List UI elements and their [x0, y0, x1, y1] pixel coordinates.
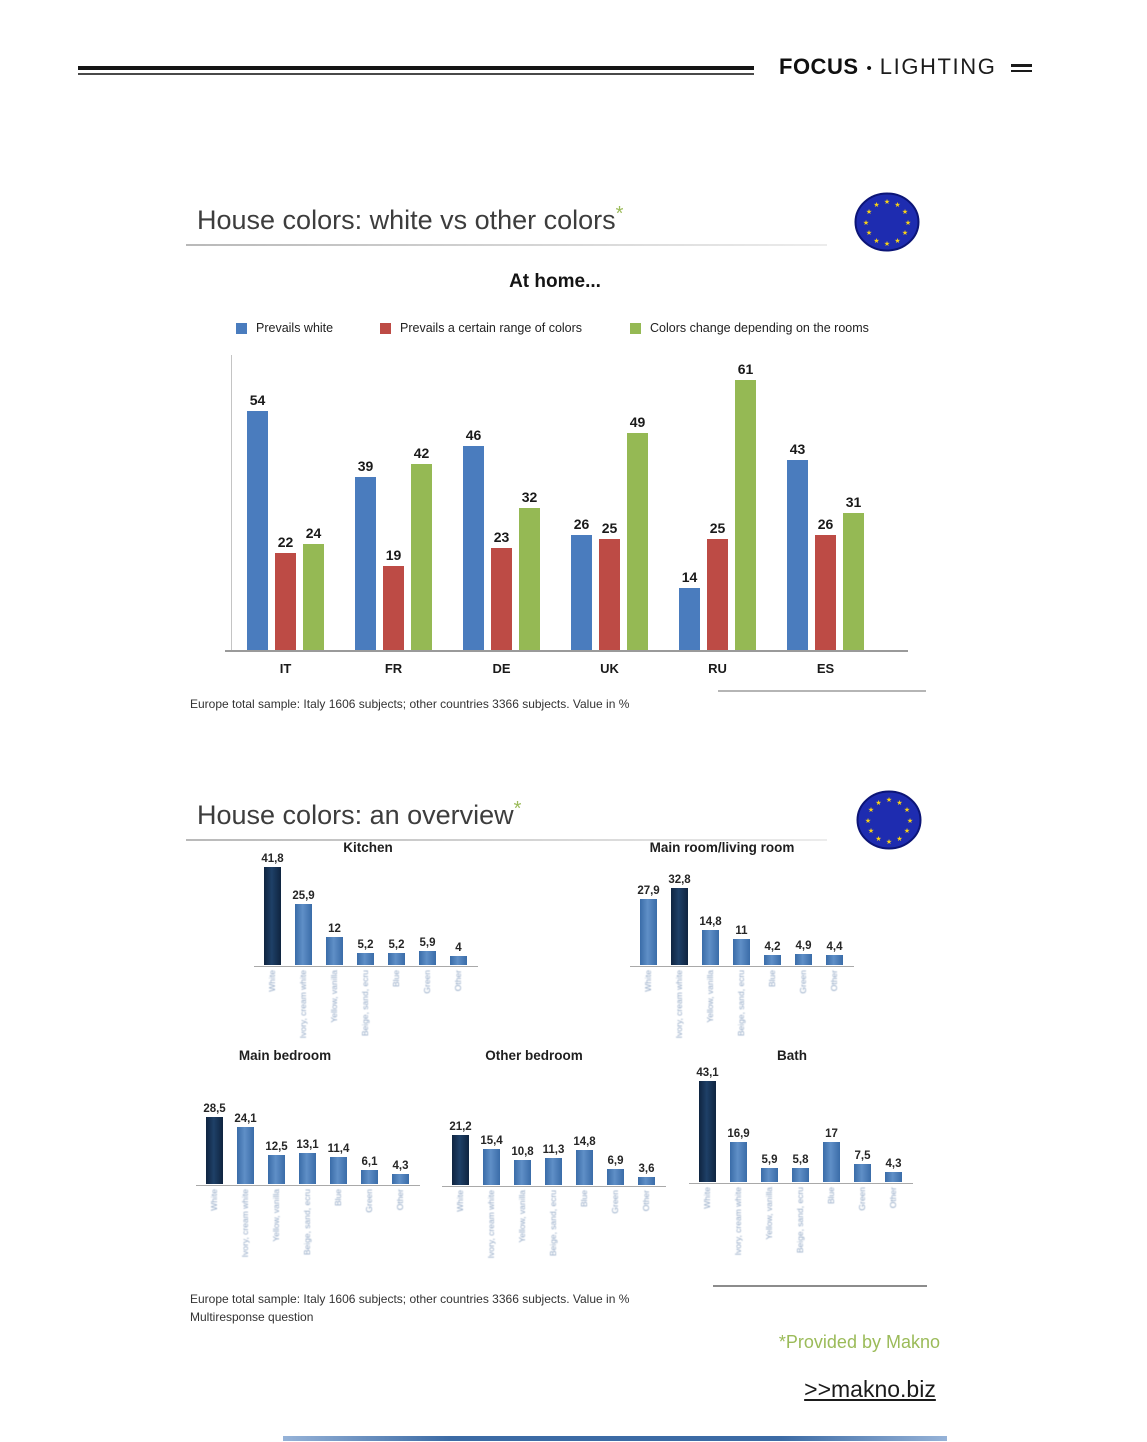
- chart1-y-axis: [231, 355, 232, 650]
- category-label: Other: [641, 1190, 651, 1212]
- bar-value-label: 43: [789, 440, 806, 457]
- category-label: Green: [364, 1189, 374, 1213]
- category-label: Blue: [391, 970, 401, 988]
- category-label: RU: [708, 661, 727, 676]
- chart1-group-fr: [355, 350, 432, 676]
- bar: [638, 1177, 655, 1185]
- bar-value-label: 11,3: [542, 1144, 565, 1157]
- bar: [388, 953, 405, 965]
- category-label: UK: [600, 661, 619, 676]
- bar-value-label: 39: [357, 458, 374, 475]
- bar-column: [511, 1145, 534, 1185]
- chart1-group-es: [787, 350, 864, 676]
- bar-column: [607, 1155, 624, 1185]
- bar-column: [383, 547, 404, 650]
- category-label: Other: [395, 1189, 405, 1211]
- brand-light: LIGHTING: [879, 54, 997, 79]
- bar: [702, 930, 719, 965]
- chart1-bars: [571, 350, 648, 650]
- category-label: Ivory, cream white: [674, 970, 684, 1039]
- category-label: Ivory, cream white: [733, 1187, 743, 1256]
- bar-column: [326, 923, 343, 965]
- category-label: Blue: [333, 1189, 343, 1207]
- bar: [463, 446, 484, 650]
- bar-value-label: 31: [845, 493, 862, 510]
- brand-bold: FOCUS: [779, 54, 859, 79]
- mini-chart-bath: [696, 1052, 902, 1182]
- legend-swatch-blue: [236, 323, 247, 334]
- bar-column: [480, 1134, 503, 1185]
- mini-axis-labels: [640, 970, 843, 1038]
- bar: [571, 535, 592, 650]
- makno-link[interactable]: >>makno.biz: [804, 1376, 936, 1402]
- category-label: Yellow, vanilla: [329, 970, 339, 1023]
- bar: [795, 954, 812, 966]
- bar-value-label: 14,8: [699, 916, 722, 929]
- bar: [854, 1164, 871, 1182]
- bar-column: [792, 1154, 809, 1182]
- chart1-bars: [787, 350, 864, 650]
- svg-text:★: ★: [867, 827, 875, 835]
- bar-value-label: 25,9: [292, 890, 315, 903]
- bar-column: [699, 916, 722, 965]
- svg-text:★: ★: [885, 796, 893, 804]
- svg-text:★: ★: [903, 806, 911, 814]
- bar-column: [733, 925, 750, 965]
- bar: [787, 460, 808, 650]
- category-label: Blue: [826, 1187, 836, 1205]
- mini-axis-labels: [264, 970, 467, 1038]
- category-label: Beige, sand, ecru: [360, 970, 370, 1037]
- divider-line: [718, 690, 926, 692]
- bar-column: [361, 1156, 378, 1184]
- bar-value-label: 3,6: [638, 1162, 655, 1175]
- brand-separator-dot: •: [866, 59, 872, 77]
- mini-baseline: [689, 1183, 913, 1184]
- legend-swatch-red: [380, 323, 391, 334]
- bar-column: [355, 458, 376, 650]
- bar-column: [261, 852, 284, 965]
- bar-value-label: 14: [681, 568, 698, 585]
- svg-text:★: ★: [883, 198, 891, 206]
- bar-value-label: 25: [709, 520, 726, 537]
- mini-title-kitchen: Kitchen: [343, 840, 393, 855]
- legend-swatch-green: [630, 323, 641, 334]
- bar: [519, 508, 540, 650]
- bar: [733, 939, 750, 965]
- bar-column: [247, 392, 268, 650]
- category-label: White: [643, 970, 653, 992]
- bar-value-label: 21,2: [449, 1121, 472, 1134]
- bar-value-label: 43,1: [696, 1066, 719, 1079]
- svg-text:★: ★: [873, 201, 880, 209]
- category-label: Ivory, cream white: [240, 1189, 250, 1258]
- eu-flag-icon: [854, 192, 920, 252]
- bar-value-label: 4: [455, 941, 462, 954]
- svg-text:★: ★: [896, 799, 903, 807]
- bar-value-label: 54: [249, 391, 266, 408]
- bar-column: [696, 1066, 719, 1182]
- category-label: White: [702, 1187, 712, 1209]
- bar-value-label: 4,3: [392, 1159, 409, 1172]
- bar: [264, 867, 281, 965]
- bar: [355, 477, 376, 650]
- bar-value-label: 4,4: [826, 940, 843, 953]
- bar: [823, 1142, 840, 1182]
- slide2-footnote-line2: Multiresponse question: [190, 1310, 314, 1324]
- category-label: Green: [798, 970, 808, 994]
- chart1-x-axis: [225, 650, 908, 652]
- bar: [450, 956, 467, 965]
- bar-value-label: 5,8: [792, 1154, 809, 1167]
- svg-text:★: ★: [873, 237, 880, 245]
- mini-chart-other-bedroom: [449, 1055, 655, 1185]
- bar-value-label: 5,2: [357, 938, 374, 951]
- bar-column: [795, 940, 812, 966]
- makno-link-wrap: [720, 1376, 1020, 1403]
- bar-column: [411, 445, 432, 650]
- bar: [885, 1172, 902, 1182]
- slide1-asterisk: *: [615, 203, 624, 225]
- mini-chart-main-room: [637, 835, 843, 965]
- bar: [792, 1168, 809, 1182]
- bar-column: [463, 427, 484, 650]
- mini-title-bath: Bath: [777, 1048, 807, 1063]
- category-label: Beige, sand, ecru: [548, 1190, 558, 1257]
- mini-baseline: [442, 1186, 666, 1187]
- bar-column: [449, 1121, 472, 1185]
- svg-text:★: ★: [885, 838, 893, 846]
- category-label: Green: [610, 1190, 620, 1214]
- mini-chart-kitchen: [261, 835, 467, 965]
- bar-column: [638, 1163, 655, 1185]
- category-label: DE: [492, 661, 511, 676]
- bar: [275, 553, 296, 650]
- category-label: Beige, sand, ecru: [302, 1189, 312, 1256]
- bar-column: [292, 890, 315, 965]
- svg-text:★: ★: [894, 201, 901, 209]
- bar-column: [735, 361, 756, 650]
- bar: [452, 1135, 469, 1185]
- bar-value-label: 32,8: [668, 873, 691, 886]
- bar-value-label: 7,5: [854, 1150, 871, 1163]
- chart1-bars: [463, 350, 540, 650]
- svg-text:★: ★: [906, 817, 914, 825]
- bar-value-label: 19: [385, 546, 402, 563]
- bar-value-label: 5,2: [388, 938, 405, 951]
- bar-value-label: 23: [493, 529, 510, 546]
- category-label: Ivory, cream white: [298, 970, 308, 1039]
- chart1-bars: [355, 350, 432, 650]
- category-label: Beige, sand, ecru: [795, 1187, 805, 1254]
- bar-value-label: 17: [825, 1128, 838, 1141]
- bar-value-label: 10,8: [511, 1145, 534, 1158]
- svg-text:★: ★: [865, 229, 873, 237]
- mini-axis-labels: [206, 1189, 409, 1257]
- bar: [411, 464, 432, 650]
- mini-baseline: [254, 966, 478, 967]
- bar-value-label: 4,2: [764, 941, 781, 954]
- category-label: White: [209, 1189, 219, 1211]
- bar: [326, 937, 343, 965]
- slide2-asterisk: *: [513, 798, 522, 820]
- bar: [361, 1170, 378, 1184]
- bar-value-label: 6,1: [361, 1155, 378, 1168]
- category-label: FR: [384, 661, 403, 676]
- category-label: Other: [453, 970, 463, 992]
- bar-column: [491, 529, 512, 650]
- category-label: Yellow, vanilla: [764, 1187, 774, 1240]
- chart1-bars: [679, 350, 756, 650]
- bar-column: [843, 494, 864, 650]
- bar: [392, 1174, 409, 1184]
- svg-text:★: ★: [883, 240, 891, 248]
- bar-column: [303, 525, 324, 650]
- bar-column: [727, 1128, 750, 1182]
- slide2-footnote-line1: Europe total sample: Italy 1606 subjects; other countries 3366 subjects. Value in %: [190, 1292, 630, 1306]
- bar-value-label: 28,5: [203, 1103, 226, 1116]
- provided-by-credit: *Provided by Makno: [778, 1332, 940, 1352]
- legend-item-prevails-white: [236, 321, 333, 335]
- divider-line: [713, 1285, 927, 1287]
- bar: [383, 566, 404, 650]
- chart1-group-de: [463, 350, 540, 676]
- bar-column: [823, 1128, 840, 1182]
- category-label: Blue: [767, 970, 777, 988]
- svg-text:★: ★: [867, 806, 875, 814]
- brand-logo: [779, 54, 996, 80]
- bar: [599, 539, 620, 650]
- bar-column: [627, 414, 648, 650]
- bar-column: [450, 942, 467, 965]
- bar-value-label: 24,1: [234, 1113, 257, 1126]
- mini-baseline: [630, 966, 854, 967]
- category-label: Green: [857, 1187, 867, 1211]
- category-label: IT: [279, 661, 292, 676]
- bar: [679, 588, 700, 650]
- bar-value-label: 61: [737, 360, 754, 377]
- svg-text:★: ★: [875, 799, 882, 807]
- bar: [419, 951, 436, 965]
- bar-column: [707, 520, 728, 650]
- bar-value-label: 13,1: [296, 1139, 319, 1152]
- chart1-group-uk: [571, 350, 648, 676]
- eu-flag-icon: [856, 790, 922, 850]
- bar: [295, 904, 312, 965]
- bar: [826, 955, 843, 965]
- slide2-title-text: House colors: an overview: [197, 800, 514, 830]
- bar-value-label: 24: [305, 524, 322, 541]
- bar: [735, 380, 756, 650]
- svg-text:★: ★: [901, 208, 909, 216]
- bar-column: [357, 939, 374, 965]
- mini-axis-labels: [699, 1187, 902, 1255]
- chart1-title: At home...: [509, 271, 601, 292]
- bar-value-label: 27,9: [637, 885, 660, 898]
- svg-text:★: ★: [901, 229, 909, 237]
- bar: [761, 1168, 778, 1182]
- mini-title-main-room: Main room/living room: [649, 840, 795, 855]
- slide1-title: [197, 203, 623, 236]
- legend-item-colors-change: [630, 321, 869, 335]
- bar: [491, 548, 512, 650]
- bar-column: [542, 1144, 565, 1185]
- bar-column: [637, 885, 660, 965]
- category-label: Yellow, vanilla: [271, 1189, 281, 1242]
- bar: [247, 411, 268, 650]
- svg-text:★: ★: [894, 237, 901, 245]
- category-label: Green: [422, 970, 432, 994]
- bar-value-label: 26: [573, 515, 590, 532]
- category-label: Beige, sand, ecru: [736, 970, 746, 1037]
- bar-value-label: 11: [735, 925, 748, 938]
- svg-text:★: ★: [904, 219, 912, 227]
- bar-column: [787, 441, 808, 650]
- slide1-title-text: House colors: white vs other colors: [197, 205, 616, 235]
- bar: [545, 1158, 562, 1185]
- bar-column: [573, 1136, 596, 1185]
- category-label: ES: [816, 661, 835, 676]
- category-label: Yellow, vanilla: [705, 970, 715, 1023]
- bar-value-label: 42: [413, 444, 430, 461]
- category-label: White: [267, 970, 277, 992]
- bar-column: [571, 516, 592, 650]
- bar-value-label: 22: [277, 533, 294, 550]
- bar: [707, 539, 728, 650]
- bar-column: [599, 520, 620, 650]
- bar: [299, 1153, 316, 1184]
- grouped-bar-chart: [247, 350, 864, 676]
- category-label: Blue: [579, 1190, 589, 1208]
- bar: [303, 544, 324, 650]
- bar-value-label: 12: [328, 922, 341, 935]
- bar: [576, 1150, 593, 1185]
- slide1-title-rule: [186, 244, 827, 246]
- bar-column: [392, 1160, 409, 1184]
- mini-title-main-bedroom: Main bedroom: [238, 1048, 332, 1063]
- bar-column: [327, 1143, 350, 1184]
- bar: [815, 535, 836, 650]
- svg-text:★: ★: [865, 208, 873, 216]
- category-label: Other: [829, 970, 839, 992]
- bar-value-label: 4,9: [795, 939, 812, 952]
- bar-column: [296, 1139, 319, 1184]
- category-label: Other: [888, 1187, 898, 1209]
- bar: [206, 1117, 223, 1184]
- bar-column: [234, 1113, 257, 1184]
- bar: [483, 1149, 500, 1185]
- mini-baseline: [196, 1185, 420, 1186]
- slide1-footnote: Europe total sample: Italy 1606 subjects; other countries 3366 subjects. Value in %: [190, 697, 630, 711]
- bar-value-label: 15,4: [480, 1134, 503, 1147]
- bar-value-label: 5,9: [419, 937, 436, 950]
- bar-column: [679, 569, 700, 650]
- category-label: Yellow, vanilla: [517, 1190, 527, 1243]
- svg-text:★: ★: [875, 835, 882, 843]
- bar: [699, 1081, 716, 1182]
- bottom-accent-bar: [283, 1436, 947, 1441]
- bar: [843, 513, 864, 650]
- bar: [671, 888, 688, 965]
- bar-value-label: 16,9: [727, 1128, 750, 1141]
- bar: [730, 1142, 747, 1182]
- bar-column: [275, 534, 296, 650]
- bar: [640, 899, 657, 965]
- bar-value-label: 4,3: [885, 1157, 902, 1170]
- bar: [357, 953, 374, 965]
- svg-text:★: ★: [896, 835, 903, 843]
- bar-column: [519, 489, 540, 650]
- chart1-bars: [247, 350, 324, 650]
- mini-title-other-bedroom: Other bedroom: [485, 1048, 583, 1063]
- bar-column: [388, 939, 405, 965]
- bar-column: [885, 1158, 902, 1182]
- slide2-title: [197, 798, 521, 831]
- bar: [514, 1160, 531, 1185]
- legend-item-range-of-colors: [380, 321, 582, 335]
- category-label: White: [455, 1190, 465, 1212]
- bar: [607, 1169, 624, 1185]
- bar-value-label: 14,8: [573, 1136, 596, 1149]
- bar-value-label: 49: [629, 413, 646, 430]
- bar-column: [854, 1150, 871, 1182]
- bar-column: [761, 1154, 778, 1182]
- bar-value-label: 6,9: [607, 1154, 624, 1167]
- bar: [627, 433, 648, 650]
- bar-column: [265, 1140, 288, 1184]
- bar-value-label: 5,9: [761, 1154, 778, 1167]
- mini-chart-main-bedroom: [203, 1054, 409, 1184]
- bar-column: [419, 937, 436, 965]
- bar-column: [826, 941, 843, 965]
- bar-value-label: 41,8: [261, 852, 284, 865]
- header-rule: [78, 66, 754, 75]
- bar: [764, 955, 781, 965]
- bar-value-label: 11,4: [327, 1143, 350, 1156]
- bar-column: [764, 941, 781, 965]
- svg-text:★: ★: [862, 219, 870, 227]
- legend-label: Prevails white: [256, 321, 334, 335]
- bar-value-label: 32: [521, 489, 538, 506]
- bar: [330, 1157, 347, 1184]
- bar-value-label: 12,5: [265, 1140, 288, 1153]
- mini-axis-labels: [452, 1190, 655, 1258]
- header-equals-mark: [1011, 64, 1032, 75]
- bar: [268, 1155, 285, 1184]
- bar-column: [203, 1103, 226, 1184]
- legend-label: Colors change depending on the rooms: [650, 321, 869, 335]
- chart1-group-ru: [679, 350, 756, 676]
- legend-label: Prevails a certain range of colors: [400, 321, 583, 335]
- bar: [237, 1127, 254, 1184]
- bar-column: [668, 873, 691, 965]
- bar-column: [815, 516, 836, 650]
- chart1-group-it: [247, 350, 324, 676]
- svg-text:★: ★: [864, 817, 872, 825]
- svg-text:★: ★: [903, 827, 911, 835]
- bar-value-label: 26: [817, 515, 834, 532]
- bar-value-label: 25: [601, 520, 618, 537]
- category-label: Ivory, cream white: [486, 1190, 496, 1259]
- bar-value-label: 46: [465, 427, 482, 444]
